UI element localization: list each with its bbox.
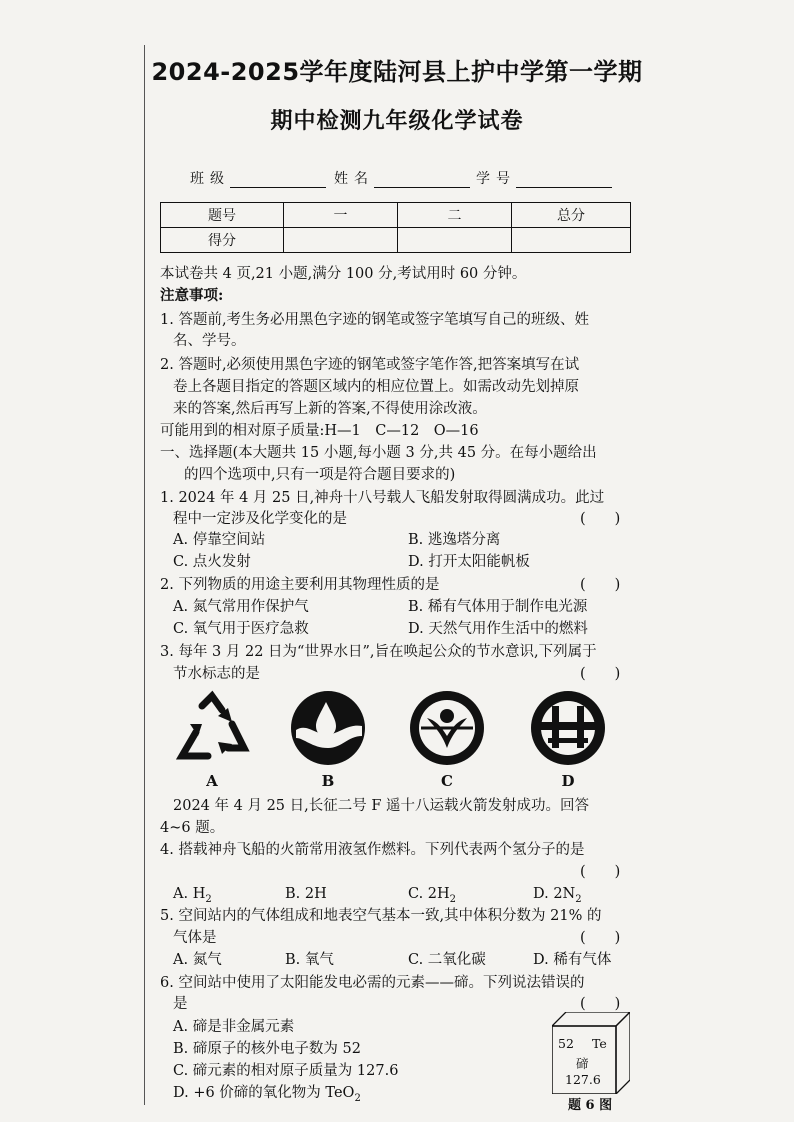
score-input-cell[interactable] bbox=[398, 228, 512, 253]
answer-bracket[interactable]: ( ) bbox=[580, 864, 621, 880]
answer-bracket[interactable]: ( ) bbox=[580, 666, 621, 682]
atomic-mass: 127.6 bbox=[565, 1072, 601, 1087]
subscript: 2 bbox=[205, 893, 212, 905]
question-5-cont: 气体是 bbox=[173, 930, 217, 946]
q1-option-c[interactable]: C. 点火发射 bbox=[173, 554, 251, 570]
notice-2-cont: 来的答案,然后再写上新的答案,不得使用涂改液。 bbox=[173, 401, 487, 417]
atomic-mass-note: 可能用到的相对原子质量:H—1 C—12 O—16 bbox=[160, 423, 479, 439]
q5-option-a[interactable]: A. 氮气 bbox=[173, 952, 222, 968]
element-name: 碲 bbox=[576, 1056, 589, 1071]
question-5: 5. 空间站内的气体组成和地表空气基本一致,其中体积分数为 21% 的 bbox=[160, 908, 602, 924]
id-label: 学号 bbox=[476, 171, 516, 187]
question-1-cont: 程中一定涉及化学变化的是 bbox=[173, 511, 347, 527]
table-cell: 一 bbox=[284, 203, 398, 228]
binding-line bbox=[144, 45, 145, 1105]
question-2: 2. 下列物质的用途主要利用其物理性质的是 bbox=[160, 577, 440, 593]
exam-subtitle: 期中检测九年级化学试卷 bbox=[270, 109, 524, 134]
score-input-cell[interactable] bbox=[512, 228, 631, 253]
q2-option-c[interactable]: C. 氧气用于医疗急救 bbox=[173, 621, 309, 637]
question-3-cont: 节水标志的是 bbox=[173, 666, 260, 682]
notice-2-cont: 卷上各题目指定的答题区域内的相应位置上。如需改动先划掉原 bbox=[173, 379, 579, 395]
passage-text-cont: 4~6 题。 bbox=[160, 820, 225, 836]
name-blank[interactable] bbox=[374, 173, 470, 188]
element-tile bbox=[552, 1012, 630, 1094]
q6-option-a[interactable]: A. 碲是非金属元素 bbox=[173, 1019, 295, 1035]
question-6: 6. 空间站中使用了太阳能发电必需的元素——碲。下列说法错误的 bbox=[160, 975, 585, 991]
q2-option-a[interactable]: A. 氮气常用作保护气 bbox=[173, 599, 309, 615]
notice-title: 注意事项: bbox=[160, 287, 224, 304]
question-4: 4. 搭载神舟飞船的火箭常用液氢作燃料。下列代表两个氢分子的是 bbox=[160, 842, 585, 858]
class-blank[interactable] bbox=[230, 173, 326, 188]
id-field bbox=[476, 168, 612, 188]
question-6-cont: 是 bbox=[173, 996, 188, 1012]
question-3: 3. 每年 3 月 22 日为“世界水日”,旨在唤起公众的节水意识,下列属于 bbox=[160, 644, 597, 660]
subscript: 2 bbox=[575, 893, 582, 905]
table-cell: 二 bbox=[398, 203, 512, 228]
name-label: 姓名 bbox=[334, 171, 374, 187]
intro-text: 本试卷共 4 页,21 小题,满分 100 分,考试用时 60 分钟。 bbox=[160, 266, 527, 282]
q5-option-c[interactable]: C. 二氧化碳 bbox=[408, 952, 486, 968]
q1-option-b[interactable]: B. 逃逸塔分离 bbox=[408, 532, 501, 548]
score-input-cell[interactable] bbox=[284, 228, 398, 253]
atomic-number: 52 bbox=[558, 1036, 574, 1051]
water-drop-icon[interactable] bbox=[288, 688, 368, 768]
option-label-c: C bbox=[441, 772, 453, 790]
element-symbol: Te bbox=[592, 1036, 607, 1051]
notice-1: 1. 答题前,考生务必用黑色字迹的钢笔或签字笔填写自己的班级、姓 bbox=[160, 312, 590, 328]
answer-bracket[interactable]: ( ) bbox=[580, 930, 621, 946]
answer-bracket[interactable]: ( ) bbox=[580, 511, 621, 527]
option-text: B. 2H bbox=[285, 886, 327, 902]
class-label: 班级 bbox=[190, 171, 230, 187]
q4-option-b[interactable] bbox=[285, 884, 327, 904]
exam-title: 2024-2025学年度陆河县上护中学第一学期 bbox=[151, 58, 643, 86]
notice-2: 2. 答题时,必须使用黑色字迹的钢笔或签字笔作答,把答案填写在试 bbox=[160, 357, 580, 373]
recycle-icon[interactable] bbox=[172, 688, 252, 768]
section-heading-cont: 的四个选项中,只有一项是符合题目要求的) bbox=[184, 467, 456, 483]
option-text: A. H bbox=[173, 886, 206, 902]
name-field bbox=[334, 168, 470, 188]
q6-option-c[interactable]: C. 碲元素的相对原子质量为 127.6 bbox=[173, 1063, 399, 1079]
q6-option-d[interactable] bbox=[173, 1083, 361, 1109]
q1-option-a[interactable]: A. 停靠空间站 bbox=[173, 532, 266, 548]
green-food-icon[interactable] bbox=[407, 688, 487, 768]
table-row bbox=[161, 228, 631, 253]
answer-bracket[interactable]: ( ) bbox=[580, 577, 621, 593]
option-label-b: B bbox=[321, 772, 335, 790]
option-text: D. 2N bbox=[533, 886, 576, 902]
q5-option-d[interactable]: D. 稀有气体 bbox=[533, 952, 612, 968]
table-cell: 题号 bbox=[161, 203, 284, 228]
q1-option-d[interactable]: D. 打开太阳能帆板 bbox=[408, 554, 530, 570]
id-blank[interactable] bbox=[516, 173, 612, 188]
notice-1-cont: 名、学号。 bbox=[173, 333, 246, 349]
option-label-d: D bbox=[561, 772, 575, 790]
q5-option-b[interactable]: B. 氧气 bbox=[285, 952, 334, 968]
option-text: C. 2H bbox=[408, 886, 450, 902]
q2-option-b[interactable]: B. 稀有气体用于制作电光源 bbox=[408, 599, 588, 615]
subscript: 2 bbox=[449, 893, 457, 905]
score-table bbox=[160, 202, 631, 253]
class-field bbox=[190, 168, 326, 188]
table-cell: 总分 bbox=[512, 203, 631, 228]
q2-option-d[interactable]: D. 天然气用作生活中的燃料 bbox=[408, 621, 588, 637]
option-label-a: A bbox=[206, 772, 218, 790]
table-cell: 得分 bbox=[161, 228, 284, 253]
figure-caption: 题 6 图 bbox=[568, 1098, 613, 1113]
subscript: 2 bbox=[354, 1092, 361, 1104]
q6-option-b[interactable]: B. 碲原子的核外电子数为 52 bbox=[173, 1041, 361, 1057]
no-rule-icon[interactable] bbox=[528, 688, 608, 768]
question-1: 1. 2024 年 4 月 25 日,神舟十八号载人飞船发射取得圆满成功。此过 bbox=[160, 490, 605, 506]
passage-text: 2024 年 4 月 25 日,长征二号 F 遥十八运载火箭发射成功。回答 bbox=[173, 798, 590, 814]
section-heading: 一、选择题(本大题共 15 小题,每小题 3 分,共 45 分。在每小题给出 bbox=[160, 445, 597, 461]
option-text: D. +6 价碲的氧化物为 TeO bbox=[173, 1085, 355, 1101]
answer-bracket[interactable]: ( ) bbox=[580, 996, 621, 1012]
table-row bbox=[161, 203, 631, 228]
